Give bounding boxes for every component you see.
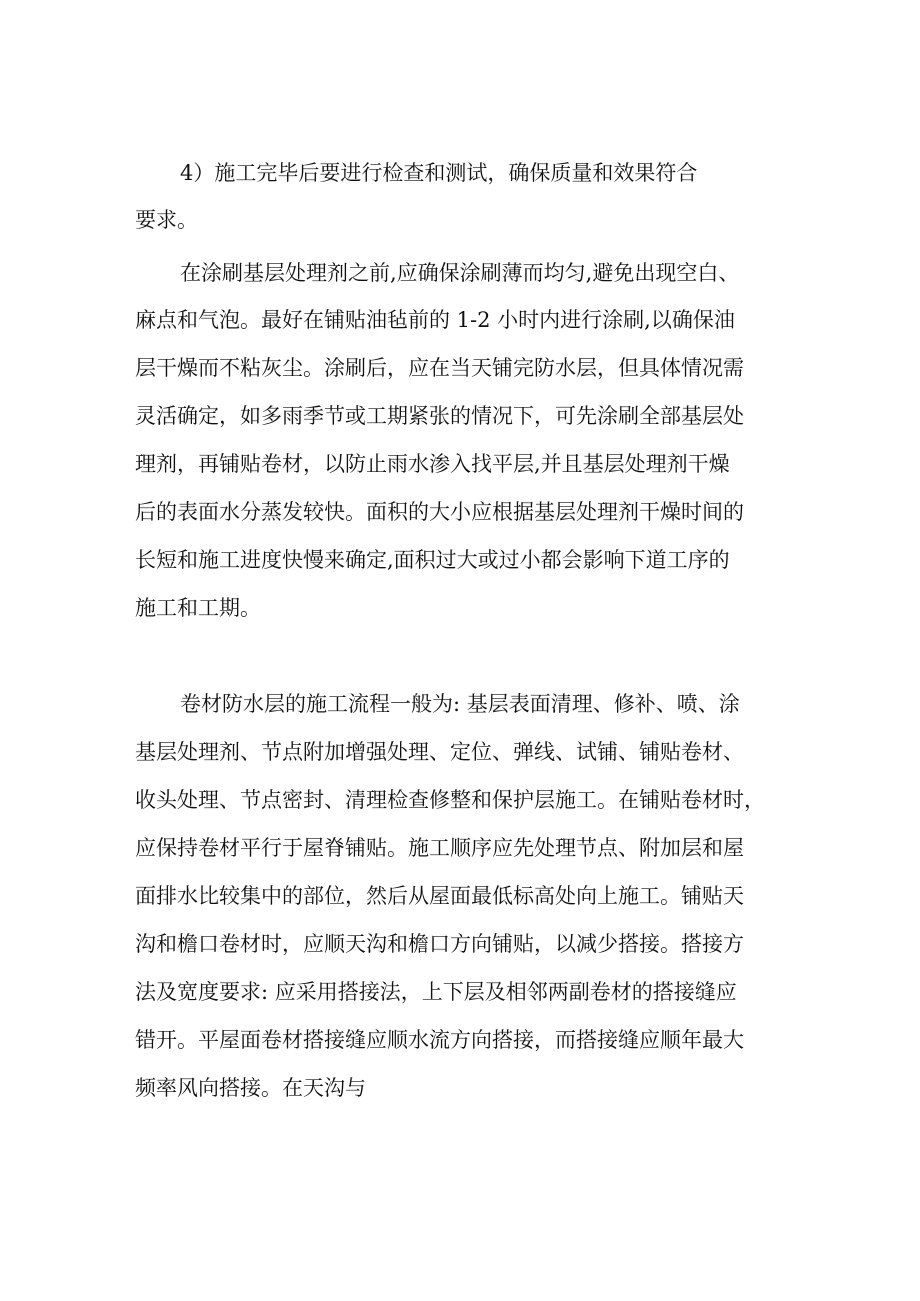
paragraph-2-line: 法及宽度要求: 应采用搭接法，上下层及相邻两副卷材的搭接缝应 [135,980,737,1004]
paragraph-1-line: 长短和施工进度快慢来确定,面积过大或过小都会影响下道工序的 [135,548,730,572]
paragraph-1-line: 理剂，再铺贴卷材，以防止雨水渗入找平层,并且基层处理剂干燥 [135,452,730,476]
paragraph-1-line: 麻点和气泡。最好在铺贴油毡前的 1-2 小时内进行涂刷,以确保油 [135,308,735,332]
item-4-line-1: 4）施工完毕后要进行检查和测试，确保质量和效果符合 [180,161,698,185]
paragraph-2-line: 基层处理剂、节点附加增强处理、定位、弹线、试铺、铺贴卷材、 [135,740,744,764]
paragraph-1-line: 灵活确定，如多雨季节或工期紧张的情况下，可先涂刷全部基层处 [135,404,744,428]
paragraph-2-line: 应保持卷材平行于屋脊铺贴。施工顺序应先处理节点、附加层和屋 [135,836,744,860]
paragraph-2-line: 错开。平屋面卷材搭接缝应顺水流方向搭接，而搭接缝应顺年最大 [135,1028,744,1052]
paragraph-1-line: 施工和工期。 [135,596,261,620]
paragraph-1-line: 在涂刷基层处理剂之前,应确保涂刷薄而均匀,避免出现空白、 [180,261,740,285]
paragraph-1-line: 后的表面水分蒸发较快。面积的大小应根据基层处理剂干燥时间的 [135,500,744,524]
paragraph-2-line: 频率风向搭接。在天沟与 [135,1076,366,1100]
paragraph-1-line: 层干燥而不粘灰尘。涂刷后，应在当天铺完防水层，但具体情况需 [135,356,744,380]
item-4-line-2: 要求。 [135,208,198,232]
paragraph-2-line: 收头处理、节点密封、清理检查修整和保护层施工。在铺贴卷材时， [135,788,765,812]
paragraph-2-line: 卷材防水层的施工流程一般为: 基层表面清理、修补、喷、涂 [180,692,740,716]
paragraph-2-line: 沟和檐口卷材时，应顺天沟和檐口方向铺贴，以减少搭接。搭接方 [135,932,744,956]
paragraph-2-line: 面排水比较集中的部位，然后从屋面最低标高处向上施工。铺贴天 [135,884,744,908]
